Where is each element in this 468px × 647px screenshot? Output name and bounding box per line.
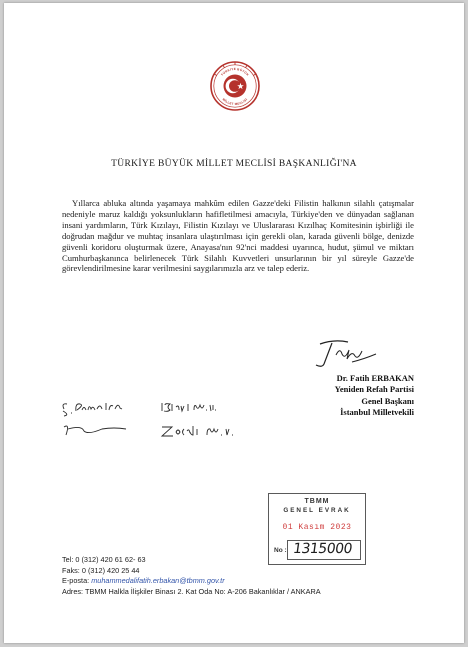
contact-email: E-posta: muhammedalifatih.erbakan@tbmm.gov.tr	[62, 576, 225, 586]
contact-address: Adres: TBMM Halkla İlişkiler Binası 2. Kat Oda No: A-206 Bakanlıklar / ANKARA	[62, 586, 321, 596]
stamp-org: TBMM	[304, 498, 330, 505]
signatory-constituency: İstanbul Milletvekili	[340, 407, 414, 418]
contact-tel: Tel: 0 (312) 420 61 62- 63	[62, 555, 146, 564]
email-link[interactable]: muhammedalifatih.erbakan@tbmm.gov.tr	[91, 576, 225, 586]
stamp-dept: GENEL EVRAK	[283, 507, 351, 514]
stamp-date: 01 Kasım 2023	[282, 523, 352, 532]
contact-fax: Faks: 0 (312) 420 25 44	[62, 565, 140, 575]
svg-text:TÜRKİYE BÜYÜK: TÜRKİYE BÜYÜK	[220, 66, 250, 77]
stamp-number-value: 1315000	[291, 541, 353, 557]
contact-info	[62, 555, 321, 597]
svg-text:MİLLET MECLİSİ: MİLLET MECLİSİ	[221, 97, 249, 107]
handwritten-signatures	[62, 399, 282, 449]
document-body: Yıllarca abluka altında yaşamaya mahkûm edilen Gazze'deki Filistin halkının silahlı çatışmalar nedeniyle maruz kaldığı yoksunlukların hafifletilmesi amacıyla, Türkiye'den ve dünyadan sağlanan insani yardımların, Türk Kızılayı, Filistin Kızılayı ve Uluslararası Kızılhaç Komitesinin işbirliği ile doğrudan mağdur ve muhtaç insanlara ulaştırılması için gerekli olan, karada güvenli bölge, denizde güvenli koridoru oluşturmak üzere, Anayasa'nın 92'nci maddesi uyarınca, hudut, şümul ve miktarı Cumhurbaşkanınca belirlenecek Türk Silahlı Kuvvetleri unsurlarının bir yıl süreyle Gazze'de görevlendirilmesine karar verilmesini saygılarımızla arz ve talep ederiz.	[62, 198, 414, 274]
document-title: TÜRKİYE BÜYÜK MİLLET MECLİSİ BAŞKANLIĞI'NA	[111, 159, 357, 169]
document-page	[4, 3, 464, 643]
signature-mark	[312, 338, 382, 370]
signatory-name: Dr. Fatih ERBAKAN	[336, 373, 414, 383]
signatory-block	[292, 373, 414, 419]
tbmm-seal-logo	[210, 61, 260, 111]
signatory-party: Yeniden Refah Partisi	[334, 384, 414, 395]
signatory-position: Genel Başkanı	[361, 395, 414, 406]
stamp-number-label: No :	[274, 547, 287, 554]
